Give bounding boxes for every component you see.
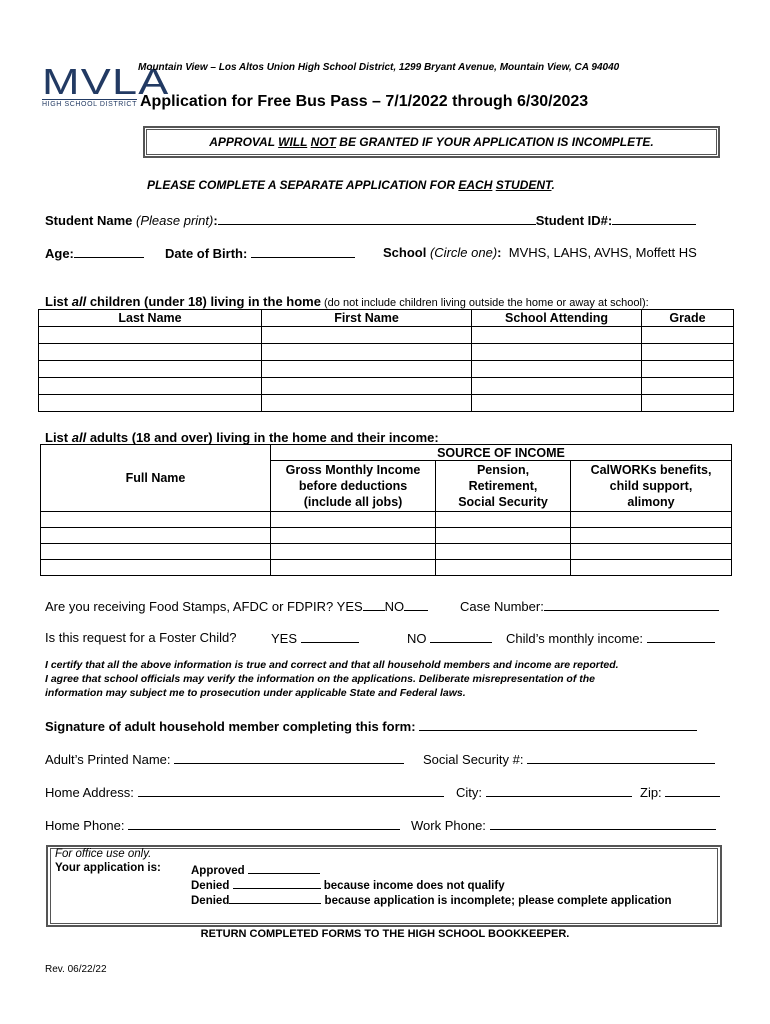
children-heading-post: children (under 18) living in the home — [86, 294, 321, 309]
table-row — [41, 528, 732, 544]
col-full-name: Full Name — [41, 445, 271, 512]
table-cell[interactable] — [436, 560, 571, 576]
table-cell[interactable] — [262, 361, 472, 378]
child-income-label: Child’s monthly income: — [506, 631, 644, 646]
pension-line1: Pension, — [476, 463, 530, 477]
adults-heading — [45, 430, 439, 445]
denied-incomplete-field[interactable] — [229, 893, 321, 904]
approval-not: NOT — [310, 135, 336, 149]
table-cell[interactable] — [39, 327, 262, 344]
table-row — [39, 395, 734, 412]
printed-name-row — [45, 751, 404, 767]
certify-line1: I certify that all the above information is true and correct and that all household members and income are reported. — [45, 659, 619, 671]
work-phone-field[interactable] — [490, 817, 716, 830]
return-instructions: RETURN COMPLETED FORMS TO THE HIGH SCHOOL BOOKKEEPER. — [200, 928, 570, 940]
child-income-row — [506, 630, 715, 646]
children-heading-pre: List — [45, 294, 72, 309]
col-grade: Grade — [642, 310, 734, 327]
denied-income-row — [191, 878, 505, 892]
certify-line2: I agree that school officials may verify the information on the applications. Deliberate misrepresentation of the — [45, 673, 596, 685]
separate-student: STUDENT — [495, 178, 552, 192]
separate-pre: PLEASE COMPLETE A SEPARATE APPLICATION FOR — [147, 178, 459, 192]
denied-income-field[interactable] — [233, 878, 321, 889]
work-phone-row — [411, 817, 716, 833]
table-cell[interactable] — [39, 378, 262, 395]
col-first-name: First Name — [262, 310, 472, 327]
student-name-colon: : — [213, 213, 218, 228]
children-table — [38, 309, 734, 412]
foster-no-row — [407, 630, 492, 646]
separate-each: EACH — [458, 178, 493, 192]
printed-name-label: Adult’s Printed Name: — [45, 752, 171, 767]
age-label: Age: — [45, 246, 74, 261]
table-row — [39, 361, 734, 378]
table-cell[interactable] — [571, 512, 732, 528]
table-cell[interactable] — [39, 361, 262, 378]
table-cell[interactable] — [41, 528, 271, 544]
approval-notice — [146, 129, 717, 155]
foster-row — [45, 630, 236, 645]
calworks-line2: child support, — [609, 479, 693, 493]
table-cell[interactable] — [642, 361, 734, 378]
food-stamps-row — [45, 598, 428, 614]
table-cell[interactable] — [472, 327, 642, 344]
food-stamps-no-field[interactable] — [404, 598, 428, 611]
school-label: School — [383, 245, 427, 260]
table-cell[interactable] — [472, 378, 642, 395]
calworks-line1: CalWORKs benefits, — [590, 463, 712, 477]
page-title: Application for Free Bus Pass – 7/1/2022 through 6/30/2023 — [140, 93, 589, 110]
student-name-row — [45, 212, 696, 228]
signature-field[interactable] — [419, 718, 697, 731]
school-options[interactable]: MVHS, LAHS, AVHS, Moffett HS — [508, 245, 697, 260]
revision-date: Rev. 06/22/22 — [45, 964, 107, 975]
mvla-logo: MVLA — [42, 61, 170, 102]
table-cell[interactable] — [436, 512, 571, 528]
table-cell[interactable] — [271, 560, 436, 576]
calworks-line3: alimony — [627, 495, 675, 509]
adults-heading-all: all — [71, 430, 87, 445]
school-hint: (Circle one) — [429, 245, 498, 260]
home-phone-label: Home Phone: — [45, 818, 125, 833]
foster-yes-field[interactable] — [301, 630, 359, 643]
separate-post: . — [551, 178, 555, 192]
city-field[interactable] — [486, 784, 632, 797]
dob-field[interactable] — [251, 245, 355, 258]
children-heading-note: (do not include children living outside the home or away at school): — [320, 297, 649, 309]
child-income-field[interactable] — [647, 630, 715, 643]
office-use-label: For office use only. — [55, 848, 152, 860]
food-stamps-yes-field[interactable] — [363, 598, 385, 611]
table-row — [39, 327, 734, 344]
printed-name-field[interactable] — [174, 751, 404, 764]
table-cell[interactable] — [271, 544, 436, 560]
denied-incomplete-reason: because application is incomplete; please complete application — [324, 895, 672, 907]
gross-line1: Gross Monthly Income — [285, 463, 421, 477]
col-gross-income — [271, 461, 436, 512]
case-number-row — [460, 598, 719, 614]
table-cell[interactable] — [271, 528, 436, 544]
table-cell[interactable] — [472, 344, 642, 361]
city-row — [456, 784, 632, 800]
approved-label: Approved — [191, 865, 245, 877]
gross-line3: (include all jobs) — [303, 495, 403, 509]
approval-will: WILL — [278, 135, 308, 149]
col-last-name: Last Name — [39, 310, 262, 327]
table-cell[interactable] — [41, 544, 271, 560]
foster-label: Is this request for a Foster Child? — [45, 630, 237, 645]
denied-label-1: Denied — [191, 880, 230, 892]
student-id-field[interactable] — [612, 212, 696, 225]
foster-yes-label: YES — [271, 631, 298, 646]
approval-pre: APPROVAL — [209, 135, 279, 149]
table-cell[interactable] — [39, 344, 262, 361]
your-application-label: Your application is: — [55, 862, 161, 874]
children-heading-all: all — [71, 294, 87, 309]
table-cell[interactable] — [472, 361, 642, 378]
school-row — [383, 245, 697, 260]
age-field[interactable] — [74, 245, 144, 258]
table-cell[interactable] — [41, 512, 271, 528]
foster-no-label: NO — [407, 631, 427, 646]
student-name-label: Student Name — [45, 213, 133, 228]
table-row — [41, 560, 732, 576]
table-cell[interactable] — [571, 544, 732, 560]
address-field[interactable] — [138, 784, 444, 797]
table-cell[interactable] — [472, 395, 642, 412]
table-row — [39, 344, 734, 361]
student-name-hint: (Please print) — [136, 213, 214, 228]
signature-label: Signature of adult household member completing this form: — [45, 719, 416, 734]
table-cell[interactable] — [642, 327, 734, 344]
table-row — [39, 378, 734, 395]
table-row — [41, 512, 732, 528]
separate-notice — [147, 178, 555, 192]
food-stamps-no-label: NO — [384, 599, 405, 614]
children-heading — [45, 294, 649, 309]
zip-row — [640, 784, 720, 800]
district-address: Mountain View – Los Altos Union High School District, 1299 Bryant Avenue, Mountain View, CA 94040 — [138, 62, 620, 73]
table-cell[interactable] — [262, 378, 472, 395]
foster-no-field[interactable] — [430, 630, 492, 643]
adults-heading-pre: List — [45, 430, 72, 445]
age-row — [45, 245, 144, 261]
table-row — [41, 544, 732, 560]
city-label: City: — [456, 785, 482, 800]
adults-table — [40, 444, 732, 576]
table-cell[interactable] — [571, 560, 732, 576]
address-label: Home Address: — [45, 785, 134, 800]
ssn-field[interactable] — [527, 751, 715, 764]
table-cell[interactable] — [271, 512, 436, 528]
case-number-field[interactable] — [544, 598, 719, 611]
student-name-field[interactable] — [218, 212, 536, 225]
table-cell[interactable] — [39, 395, 262, 412]
address-row — [45, 784, 444, 800]
dob-row — [165, 245, 355, 261]
zip-field[interactable] — [665, 784, 720, 797]
logo-subtitle: HIGH SCHOOL DISTRICT — [42, 101, 137, 108]
food-stamps-label: Are you receiving Food Stamps, AFDC or FDPIR? YES — [45, 599, 363, 614]
ssn-label: Social Security #: — [423, 752, 524, 767]
approved-field[interactable] — [248, 863, 320, 874]
table-cell[interactable] — [41, 560, 271, 576]
table-cell[interactable] — [642, 378, 734, 395]
case-number-label: Case Number: — [460, 599, 544, 614]
certify-line3: information may subject me to prosecution under applicable State and Federal laws. — [45, 687, 466, 699]
school-colon: : — [497, 245, 502, 260]
denied-label-2: Denied — [191, 895, 230, 907]
table-cell[interactable] — [571, 528, 732, 544]
denied-incomplete-row — [191, 893, 672, 907]
foster-yes-row — [271, 630, 359, 646]
table-cell[interactable] — [642, 344, 734, 361]
signature-row — [45, 718, 697, 734]
table-cell[interactable] — [436, 544, 571, 560]
approved-row — [191, 863, 320, 877]
student-id-label: Student ID#: — [535, 213, 613, 228]
table-cell[interactable] — [262, 327, 472, 344]
col-pension — [436, 461, 571, 512]
dob-label: Date of Birth: — [165, 246, 248, 261]
table-cell[interactable] — [436, 528, 571, 544]
approval-post: BE GRANTED IF YOUR APPLICATION IS INCOMPLETE. — [335, 135, 654, 149]
source-of-income-header: SOURCE OF INCOME — [271, 445, 732, 461]
adults-heading-post: adults (18 and over) living in the home and their income: — [86, 430, 439, 445]
denied-income-reason: because income does not qualify — [323, 880, 505, 892]
pension-line3: Social Security — [458, 495, 548, 509]
work-phone-label: Work Phone: — [411, 818, 486, 833]
certification-text — [45, 658, 735, 700]
col-school-attending: School Attending — [472, 310, 642, 327]
table-cell[interactable] — [642, 395, 734, 412]
table-cell[interactable] — [262, 395, 472, 412]
table-cell[interactable] — [262, 344, 472, 361]
ssn-row — [423, 751, 715, 767]
zip-label: Zip: — [640, 785, 662, 800]
col-calworks — [571, 461, 732, 512]
gross-line2: before deductions — [298, 479, 408, 493]
pension-line2: Retirement, — [468, 479, 538, 493]
home-phone-field[interactable] — [128, 817, 400, 830]
home-phone-row — [45, 817, 400, 833]
